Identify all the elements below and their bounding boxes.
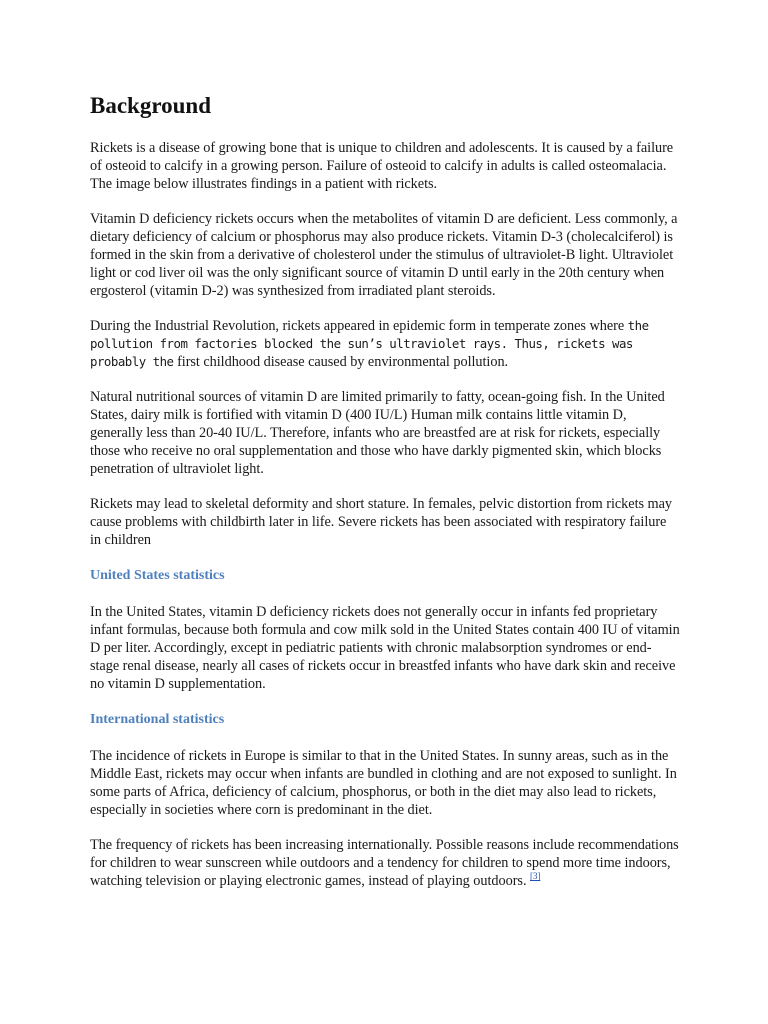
paragraph-us-statistics: In the United States, vitamin D deficiency rickets does not generally occur in infants fed proprietary infant formulas, because both formula and cow milk sold in the United States contain 400 IU of vitamin D per liter. Accordingly, except in pediatric patients with chronic malabsorption syndromes or end-stage renal disease, nearly all cases of rickets occur in breastfed infants who have dark skin and receive no vitamin D supplementation. — [90, 604, 680, 692]
citation-link[interactable]: [3] — [530, 871, 541, 882]
paragraph-international-incidence: The incidence of rickets in Europe is similar to that in the United States. In sunny areas, such as in the Middle East, rickets may occur when infants are bundled in clothing and are not exposed to sunlight. In some parts of Africa, deficiency of calcium, phosphorus, or both in the diet may also lead to rickets, especially in societies where corn is predominant in the diet. — [90, 748, 677, 818]
page-title: Background — [90, 93, 212, 118]
citation-superscript — [530, 871, 540, 881]
paragraph-vitamin-d: Vitamin D deficiency rickets occurs when the metabolites of vitamin D are deficient. Less commonly, a dietary deficiency of calcium or phosphorus may also produce rickets. Vitamin D-3 (cholecalciferol) is formed in the skin from a derivative of cholesterol under the stimulus of ultraviolet-B light. Ultraviolet light or cod liver oil was the only significant source of vitamin D until early in the 20th century when ergosterol (vitamin D-2) was synthesized from irradiated plant steroids. — [90, 211, 678, 299]
paragraph-industrial-line-2: the pollution from factories blocked the sun’s ultraviolet rays. Thus, rickets was probably the — [90, 318, 649, 369]
paragraph-industrial-line-3: first childhood disease caused by environmental pollution. — [177, 354, 509, 370]
paragraph-frequency-text: The frequency of rickets has been increasing internationally. Possible reasons include recommendations for children to wear sunscreen while outdoors and a tendency for children to spend more time indoors, watching television or playing electronic games, instead of playing outdoors. — [90, 837, 679, 889]
paragraph-skeletal-deformity: Rickets may lead to skeletal deformity and short stature. In females, pelvic distortion from rickets may cause problems with childbirth later in life. Severe rickets has been associated with respiratory failure in children — [90, 496, 672, 548]
paragraph-intro: Rickets is a disease of growing bone that is unique to children and adolescents. It is caused by a failure of osteoid to calcify in a growing person. Failure of osteoid to calcify in adults is called osteomalacia. The image below illustrates findings in a patient with rickets. — [90, 140, 674, 192]
paragraph-international-frequency — [90, 836, 680, 890]
paragraph-industrial-revolution — [90, 317, 680, 371]
paragraph-nutritional-sources: Natural nutritional sources of vitamin D are limited primarily to fatty, ocean-going fish. In the United States, dairy milk is fortified with vitamin D (400 IU/L) Human milk contains little vitamin D, generally less than 20-40 IU/L. Therefore, infants who are breastfed are at risk for rickets, especially those who receive no oral supplementation and those who have darkly pigmented skin, which blocks penetration of ultraviolet light. — [90, 389, 665, 477]
heading-international-statistics: International statistics — [90, 712, 225, 727]
heading-united-states-statistics: United States statistics — [90, 568, 225, 583]
document-page — [90, 88, 680, 907]
paragraph-industrial-line-1: During the Industrial Revolution, rickets appeared in epidemic form in temperate zones where — [90, 318, 625, 334]
